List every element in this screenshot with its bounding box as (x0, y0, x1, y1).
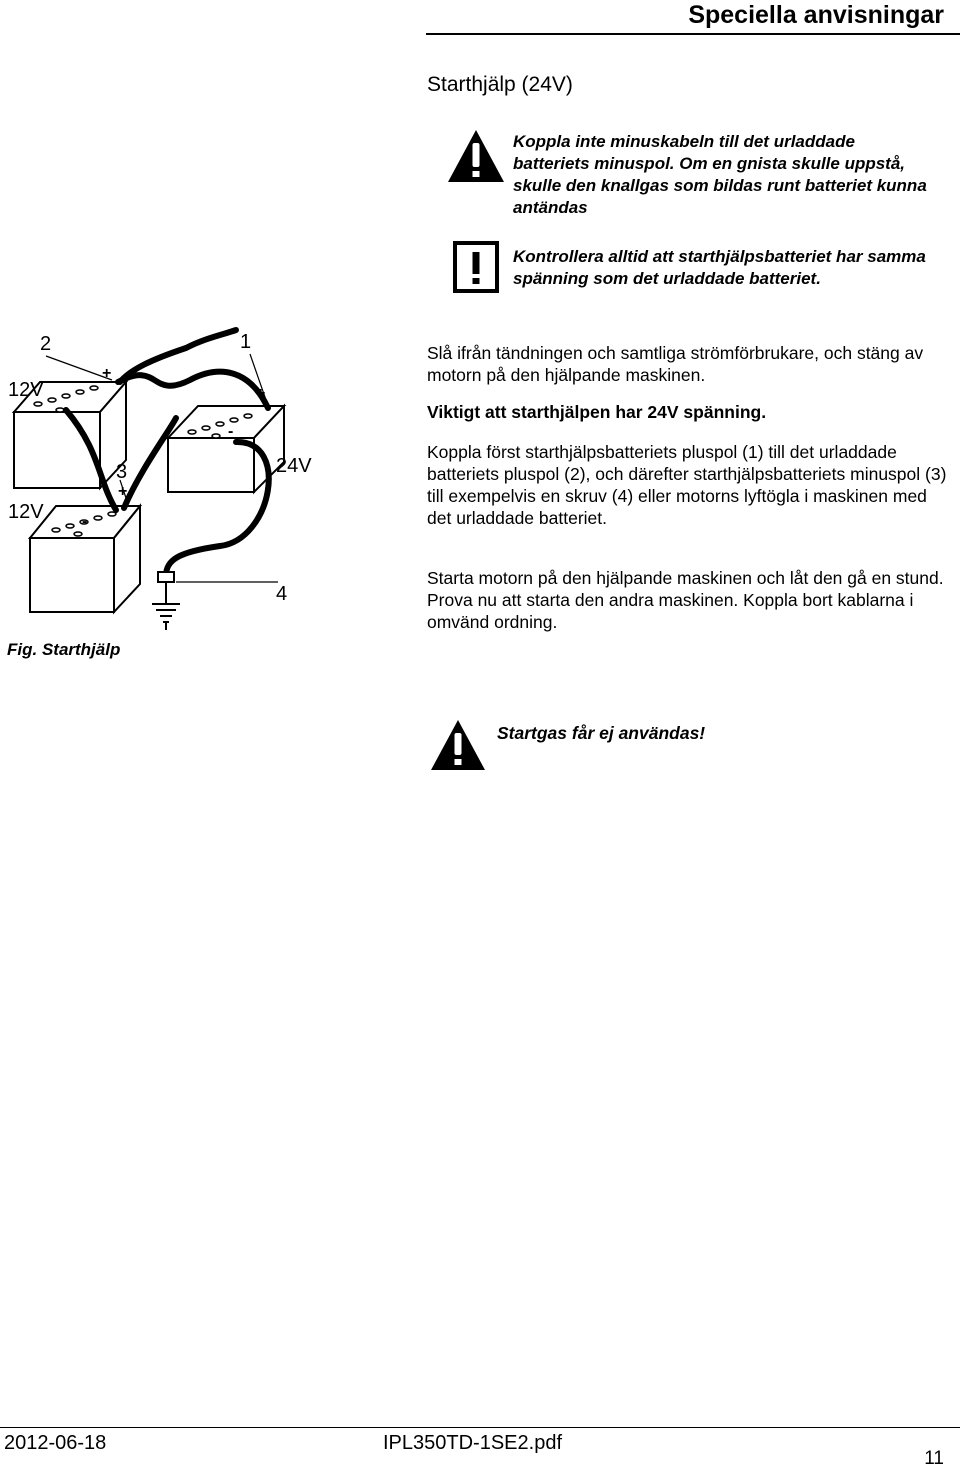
jump-start-diagram (0, 320, 360, 650)
gas-warning-text: Koppla inte minuskabeln till det urladdade batteriets minuspol. Om en gnista skulle uppstå, skulle den knallgas som bildas runt batteriet kunna antändas (513, 132, 927, 217)
plus-mark-a: + (102, 365, 112, 382)
figure-caption: Fig. Starthjälp (7, 640, 121, 659)
warning-triangle-icon (429, 718, 487, 772)
page-header-title: Speciella anvisningar (688, 1, 944, 29)
instruction-paragraph-2: Viktigt att starthjälpen har 24V spänning. (427, 402, 767, 422)
header-divider (426, 33, 960, 35)
warning-triangle-icon (446, 128, 506, 184)
footer-date: 2012-06-18 (4, 1432, 107, 1454)
minus-mark-b: - (82, 513, 88, 530)
label-2: 2 (40, 333, 52, 355)
ground-symbol (152, 572, 180, 630)
label-12v-top: 12V (8, 379, 44, 401)
exclamation-notice-icon (453, 241, 499, 293)
instruction-paragraph-1: Slå ifrån tändningen och samtliga strömförbrukare, och stäng av motorn på den hjälpande maskinen. (427, 343, 924, 385)
plus-mark-b: + (118, 483, 128, 500)
label-24v: 24V (276, 455, 312, 477)
label-1: 1 (240, 331, 252, 353)
voltage-notice-text: Kontrollera alltid att starthjälpsbatteriet har samma spänning som det urladdade batteriet. (513, 247, 926, 288)
label-12v-bottom: 12V (8, 501, 44, 523)
plus-mark-c: + (256, 385, 266, 402)
footer-page-number: 11 (924, 1448, 944, 1469)
footer-divider (0, 1427, 960, 1428)
footer-document-name: IPL350TD-1SE2.pdf (383, 1432, 562, 1454)
startgas-warning-text: Startgas får ej användas! (497, 723, 706, 743)
instruction-paragraph-3: Koppla först starthjälpsbatteriets pluspol (1) till det urladdade batteriets pluspol (2), och därefter starthjälpsbatteriets minuspol (3) till exempelvis en skruv (4) eller motorns lyftögla i maskinen med det urladdade batteriet. (427, 442, 947, 528)
minus-mark-c: - (228, 423, 234, 440)
instruction-paragraph-4: Starta motorn på den hjälpande maskinen och låt den gå en stund. Prova nu att starta den andra maskinen. Koppla bort kablarna i omvänd ordning. (427, 568, 944, 632)
label-4: 4 (276, 583, 288, 605)
label-3: 3 (116, 461, 128, 483)
section-title: Starthjälp (24V) (427, 73, 573, 96)
